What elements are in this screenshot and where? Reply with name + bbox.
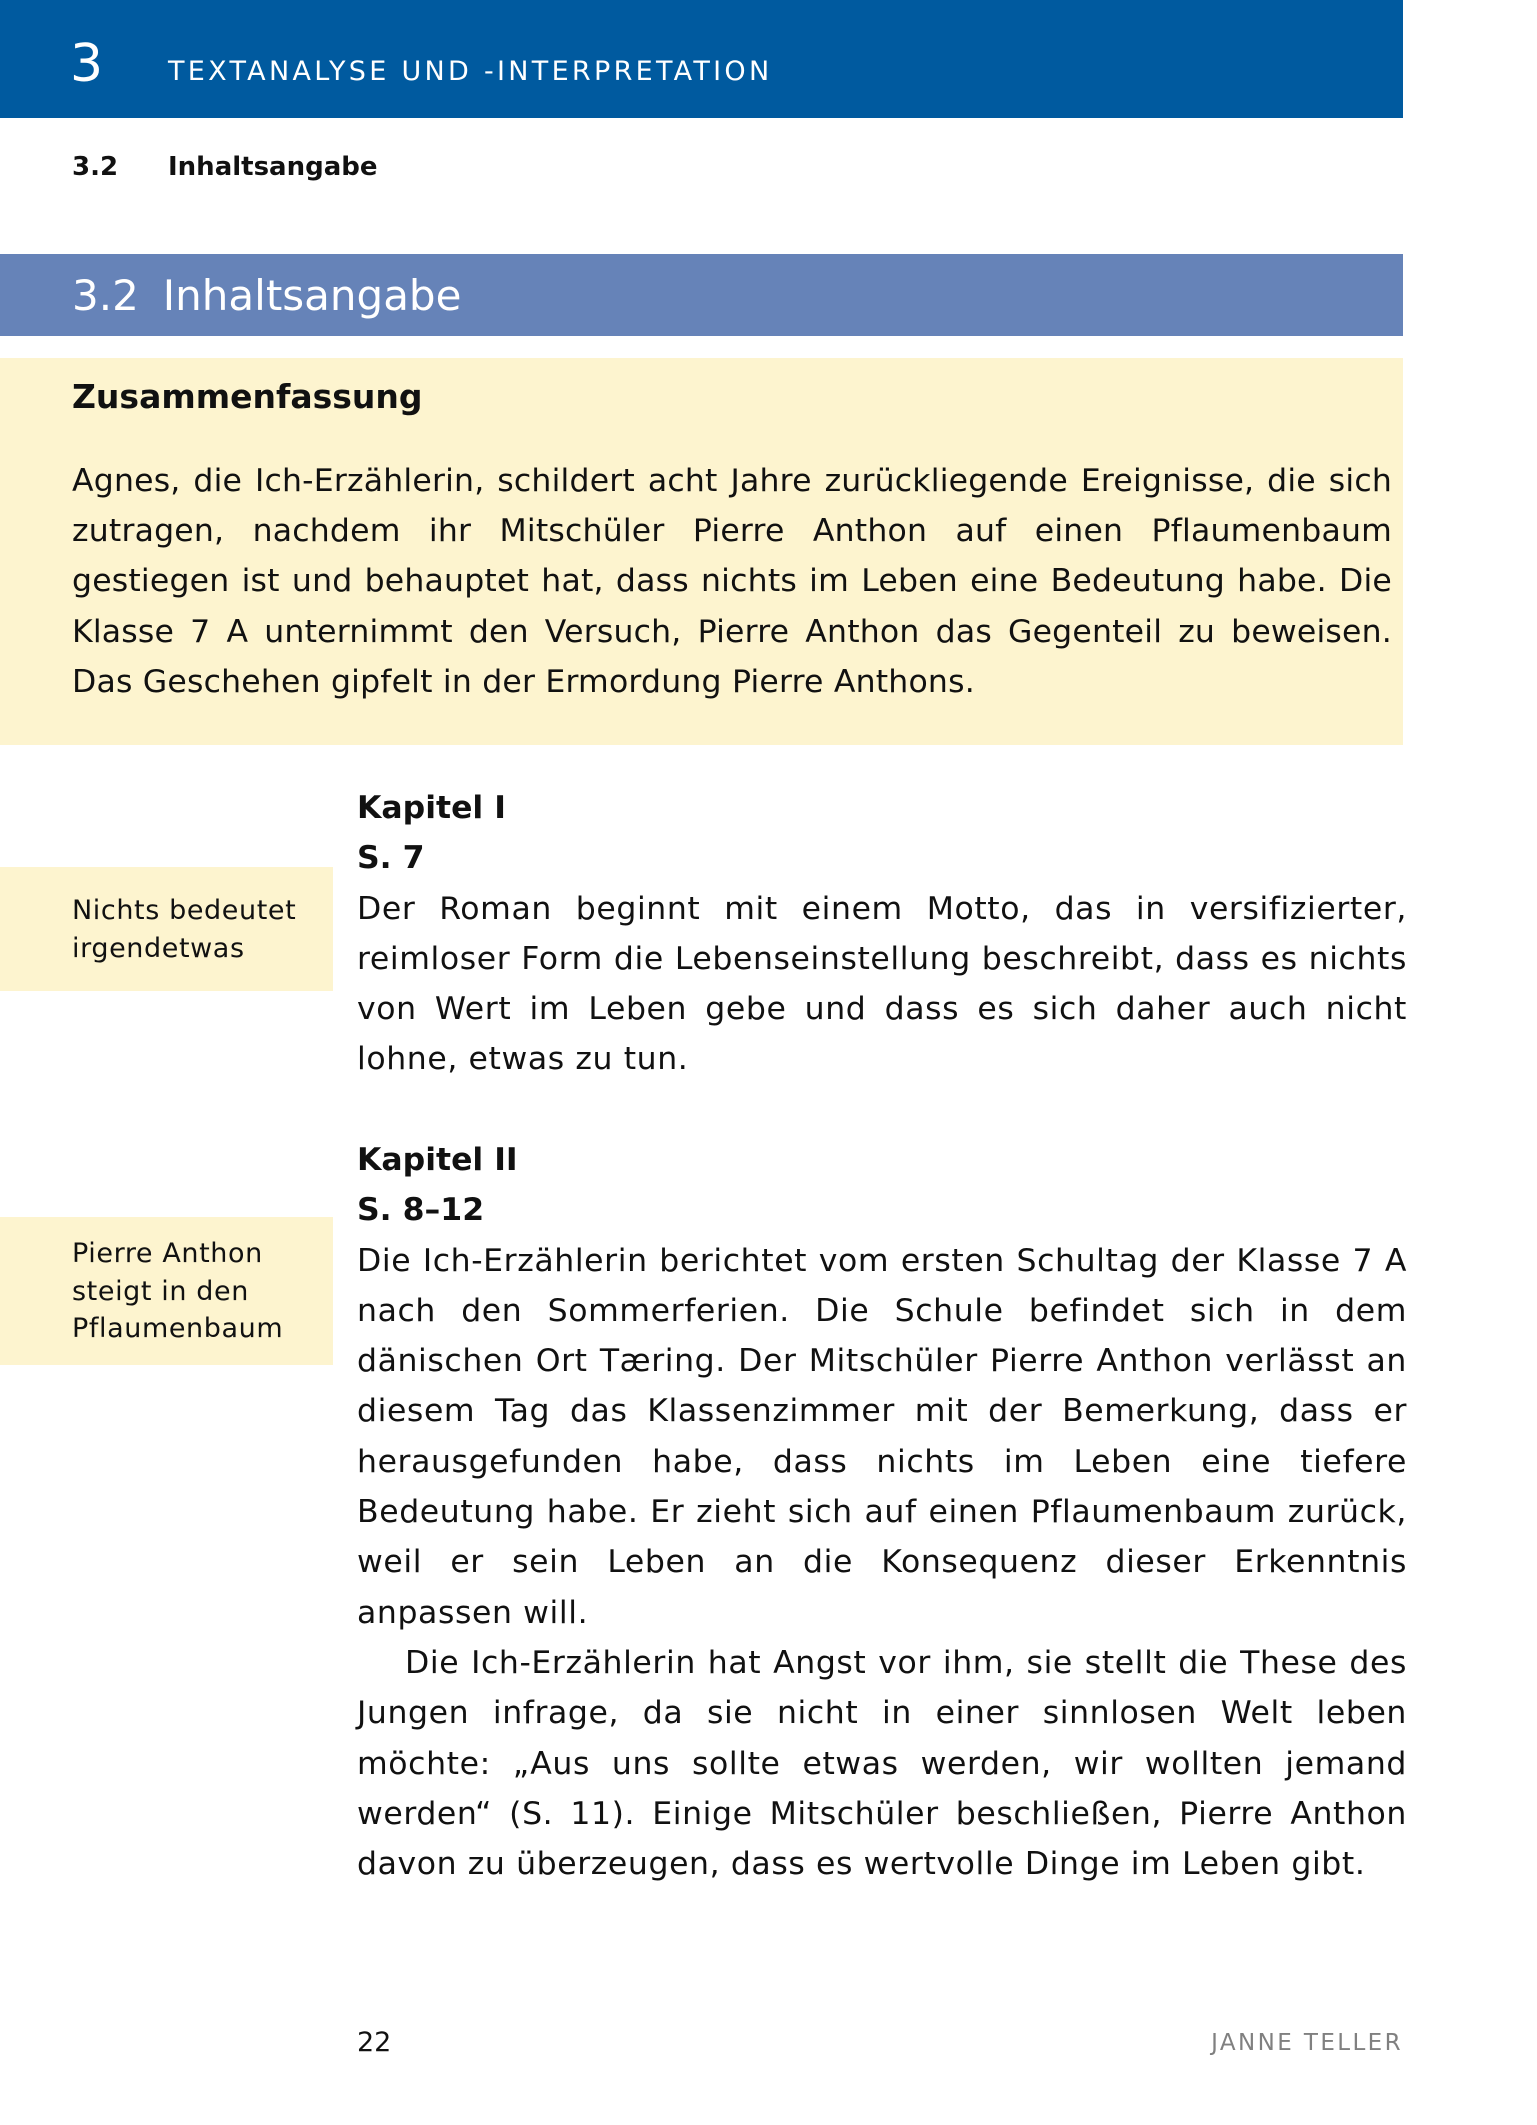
chapter-pages: S. 8–12: [357, 1192, 485, 1229]
chapter-pages: S. 7: [357, 840, 425, 877]
running-head-title: Inhaltsangabe: [168, 152, 378, 182]
section-title-text: Inhaltsangabe: [162, 271, 462, 320]
margin-note-text: Nichts bedeutet irgendetwas: [72, 895, 297, 964]
page-number: 22: [357, 2027, 392, 2058]
summary-text: Agnes, die Ich-Erzählerin, schildert acht Jahre zurückliegende Ereignisse, die sich zutragen, nachdem ihr Mitschüler Pierre Anthon auf einen Pflaumenbaum gestiegen ist und behauptet hat, dass nichts im Leben eine Bedeutung habe. Die Klasse 7 A unternimmt den Versuch, Pierre Anthon das Gegenteil zu beweisen. Das Geschehen gipfelt in der Ermordung Pierre Anthons.: [72, 463, 1392, 700]
summary-heading: Zusammenfassung: [72, 377, 423, 416]
running-head-number: 3.2: [72, 152, 119, 182]
chapter-section: [357, 783, 1407, 1085]
chapter-section: [357, 1135, 1407, 1889]
margin-note: [0, 867, 333, 991]
margin-note-text: Pierre Anthon steigt in den Pflaumenbaum: [72, 1238, 284, 1344]
footer-author: JANNE TELLER: [1211, 2030, 1403, 2056]
chapter-title: TEXTANALYSE UND -INTERPRETATION: [168, 56, 773, 87]
chapter-paragraph: Der Roman beginnt mit einem Motto, das in versifizierter, reimloser Form die Lebenseinstellung beschreibt, dass es nichts von Wert im Leben gebe und dass es sich daher auch nicht lohne, etwas zu tun.: [357, 890, 1407, 1078]
section-number: 3.2: [72, 271, 139, 320]
chapter-paragraph: Die Ich-Erzählerin berichtet vom ersten Schultag der Klasse 7 A nach den Sommerferien. Die Schule befindet sich in dem dänischen Ort Tæring. Der Mitschüler Pierre Anthon verlässt an diesem Tag das Klassenzimmer mit der Bemerkung, dass er herausgefunden habe, dass nichts im Leben eine tiefere Bedeutung habe. Er zieht sich auf einen Pflaumenbaum zurück, weil er sein Leben an die Konsequenz dieser Erkenntnis anpassen will.: [357, 1242, 1407, 1631]
running-head: [72, 150, 378, 184]
section-title: [72, 271, 461, 321]
chapter-heading: Kapitel II: [357, 1142, 518, 1178]
chapter-number: 3: [70, 34, 104, 94]
chapter-heading: Kapitel I: [357, 790, 506, 826]
margin-note: [0, 1217, 333, 1365]
chapter-paragraph: Die Ich-Erzählerin hat Angst vor ihm, sie stellt die These des Jungen infrage, da sie nicht in einer sinnlosen Welt leben möchte: „Aus uns sollte etwas werden, wir wollten jemand werden“ (S. 11). Einige Mitschüler beschließen, Pierre Anthon davon zu überzeugen, dass es wertvolle Dinge im Leben gibt.: [357, 1644, 1407, 1883]
